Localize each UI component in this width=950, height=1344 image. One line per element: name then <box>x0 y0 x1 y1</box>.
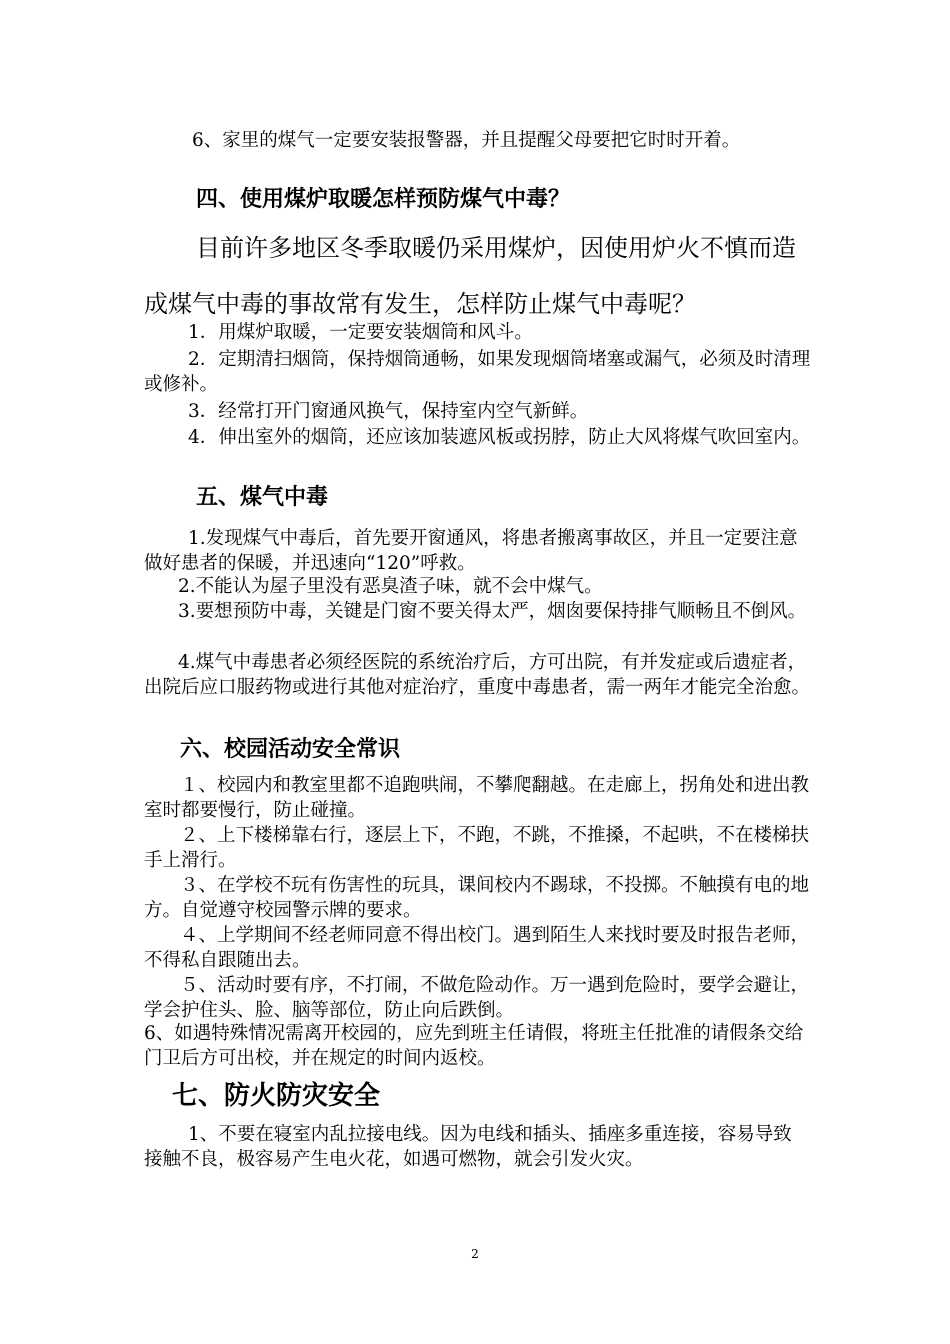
heading-section-4: 四、使用煤炉取暖怎样预防煤气中毒？ <box>196 187 571 212</box>
item-4-3: 3．经常打开门窗通风换气，保持室内空气新鲜。 <box>188 401 589 422</box>
item-5-2: 2.不能认为屋子里没有恶臭渣子味，就不会中煤气。 <box>178 576 603 597</box>
item-6-3: ３、在学校不玩有伤害性的玩具，课间校内不踢球，不投掷。不触摸有电的地方。自觉遵守校园警示牌的要求。 <box>144 875 810 921</box>
item-6-4: ４、上学期间不经老师同意不得出校门。遇到陌生人来找时要及时报告老师，不得私自跟随出去。 <box>144 925 810 971</box>
item-7-1: 1、不要在寝室内乱拉接电线。因为电线和插头、插座多重连接，容易导致 接触不良，极容易产生电火花，如遇可燃物，就会引发火灾。 <box>144 1124 792 1170</box>
heading-section-7: 七、防火防灾安全 <box>172 1081 381 1111</box>
item-4-1: 1．用煤炉取暖，一定要安装烟筒和风斗。 <box>188 322 533 343</box>
item-4-4: 4．伸出室外的烟筒，还应该加装遮风板或拐脖，防止大风将煤气吹回室内。 <box>188 427 811 448</box>
item-3-6: 6、家里的煤气一定要安装报警器，并且提醒父母要把它时时开着。 <box>192 130 741 151</box>
item-4-2: 2．定期清扫烟筒，保持烟筒通畅，如果发现烟筒堵塞或漏气，必须及时清理或修补。 <box>144 349 811 395</box>
heading-section-5: 五、煤气中毒 <box>196 485 329 510</box>
item-6-5: ５、活动时要有序，不打闹，不做危险动作。万一遇到危险时，要学会避让，学会护住头、脸、脑等部位，防止向后跌倒。 <box>144 975 810 1021</box>
item-5-1: 1.发现煤气中毒后，首先要开窗通风，将患者搬离事故区，并且一定要注意做好患者的保暖，并迅速向“120”呼救。 <box>144 528 798 574</box>
item-6-2: ２、上下楼梯靠右行，逐层上下，不跑，不跳，不推搡，不起哄，不在楼梯扶手上滑行。 <box>144 825 810 871</box>
heading-section-6: 六、校园活动安全常识 <box>180 737 401 762</box>
item-5-3: 3.要想预防中毒，关键是门窗不要关得太严，烟囱要保持排气顺畅且不倒风。 <box>178 601 807 622</box>
item-6-6: 6、如遇特殊情况需离开校园的，应先到班主任请假，将班主任批准的请假条交给门卫后方可出校，并在规定的时间内返校。 <box>144 1023 804 1069</box>
intro-section-4: 目前许多地区冬季取暖仍采用煤炉，因使用炉火不慎而造成煤气中毒的事故常有发生，怎样防止煤气中毒呢？ <box>144 234 796 318</box>
item-6-1: １、校园内和教室里都不追跑哄闹，不攀爬翻越。在走廊上，拐角处和进出教室时都要慢行，防止碰撞。 <box>144 775 810 821</box>
page-number: 2 <box>471 1247 479 1261</box>
item-5-4: 4.煤气中毒患者必须经医院的系统治疗后，方可出院，有并发症或后遗症者，出院后应口服药物或进行其他对症治疗，重度中毒患者，需一两年才能完全治愈。 <box>144 652 811 698</box>
